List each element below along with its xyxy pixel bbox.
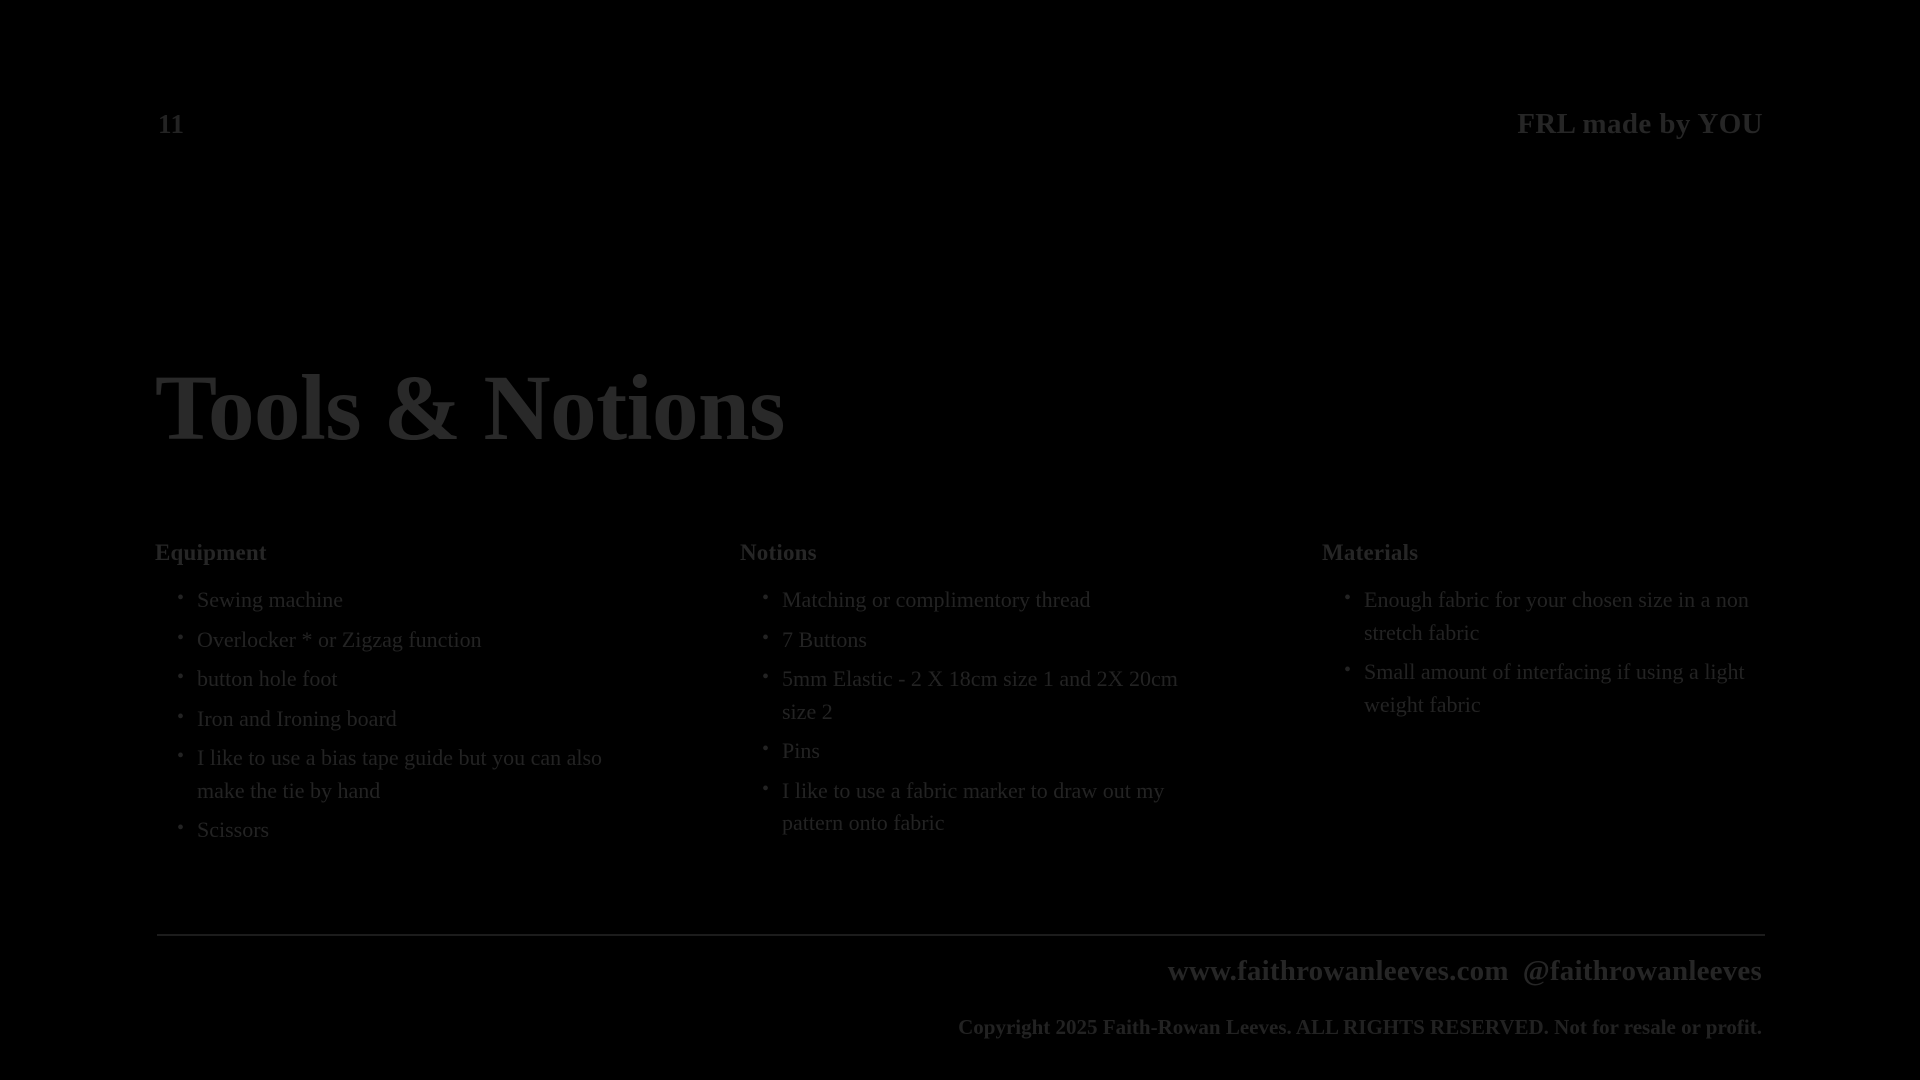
list-item: • Small amount of interfacing if using a light weight fabric (1364, 656, 1754, 721)
footer-divider (157, 934, 1765, 936)
equipment-list (155, 584, 740, 847)
materials-list (1322, 584, 1765, 721)
column-materials (1322, 540, 1765, 854)
list-item: • Overlocker * or Zigzag function (197, 624, 607, 657)
content-columns (155, 540, 1765, 854)
list-item: • Iron and Ironing board (197, 703, 607, 736)
list-item: • Enough fabric for your chosen size in a non stretch fabric (1364, 584, 1754, 649)
social-handle[interactable]: @faithrowanleeves (1522, 955, 1762, 987)
list-item: • Matching or complimentory thread (782, 584, 1182, 617)
list-item: • I like to use a bias tape guide but you can also make the tie by hand (197, 742, 607, 807)
column-heading: Equipment (155, 540, 267, 565)
page-number: 11 (158, 109, 185, 139)
column-heading: Notions (740, 540, 817, 565)
notions-list (740, 584, 1322, 840)
list-item: • I like to use a fabric marker to draw out my pattern onto fabric (782, 775, 1182, 840)
list-item: • Sewing machine (197, 584, 607, 617)
website-link[interactable]: www.faithrowanleeves.com (1167, 955, 1509, 987)
list-item: • 5mm Elastic - 2 X 18cm size 1 and 2X 20cm size 2 (782, 663, 1182, 728)
list-item: • button hole foot (197, 663, 607, 696)
footer-links (1168, 955, 1762, 988)
page-header (158, 108, 1763, 141)
column-notions (740, 540, 1322, 854)
header-brand-label: FRL made by YOU (1517, 108, 1763, 140)
page-title: Tools & Notions (155, 357, 785, 461)
column-equipment (155, 540, 740, 854)
list-item: • Scissors (197, 814, 607, 847)
column-heading: Materials (1322, 540, 1419, 565)
copyright-notice: Copyright 2025 Faith-Rowan Leeves. ALL RIGHTS RESERVED. Not for resale or profit. (958, 1015, 1762, 1039)
list-item: • 7 Buttons (782, 624, 1182, 657)
list-item: • Pins (782, 735, 1182, 768)
